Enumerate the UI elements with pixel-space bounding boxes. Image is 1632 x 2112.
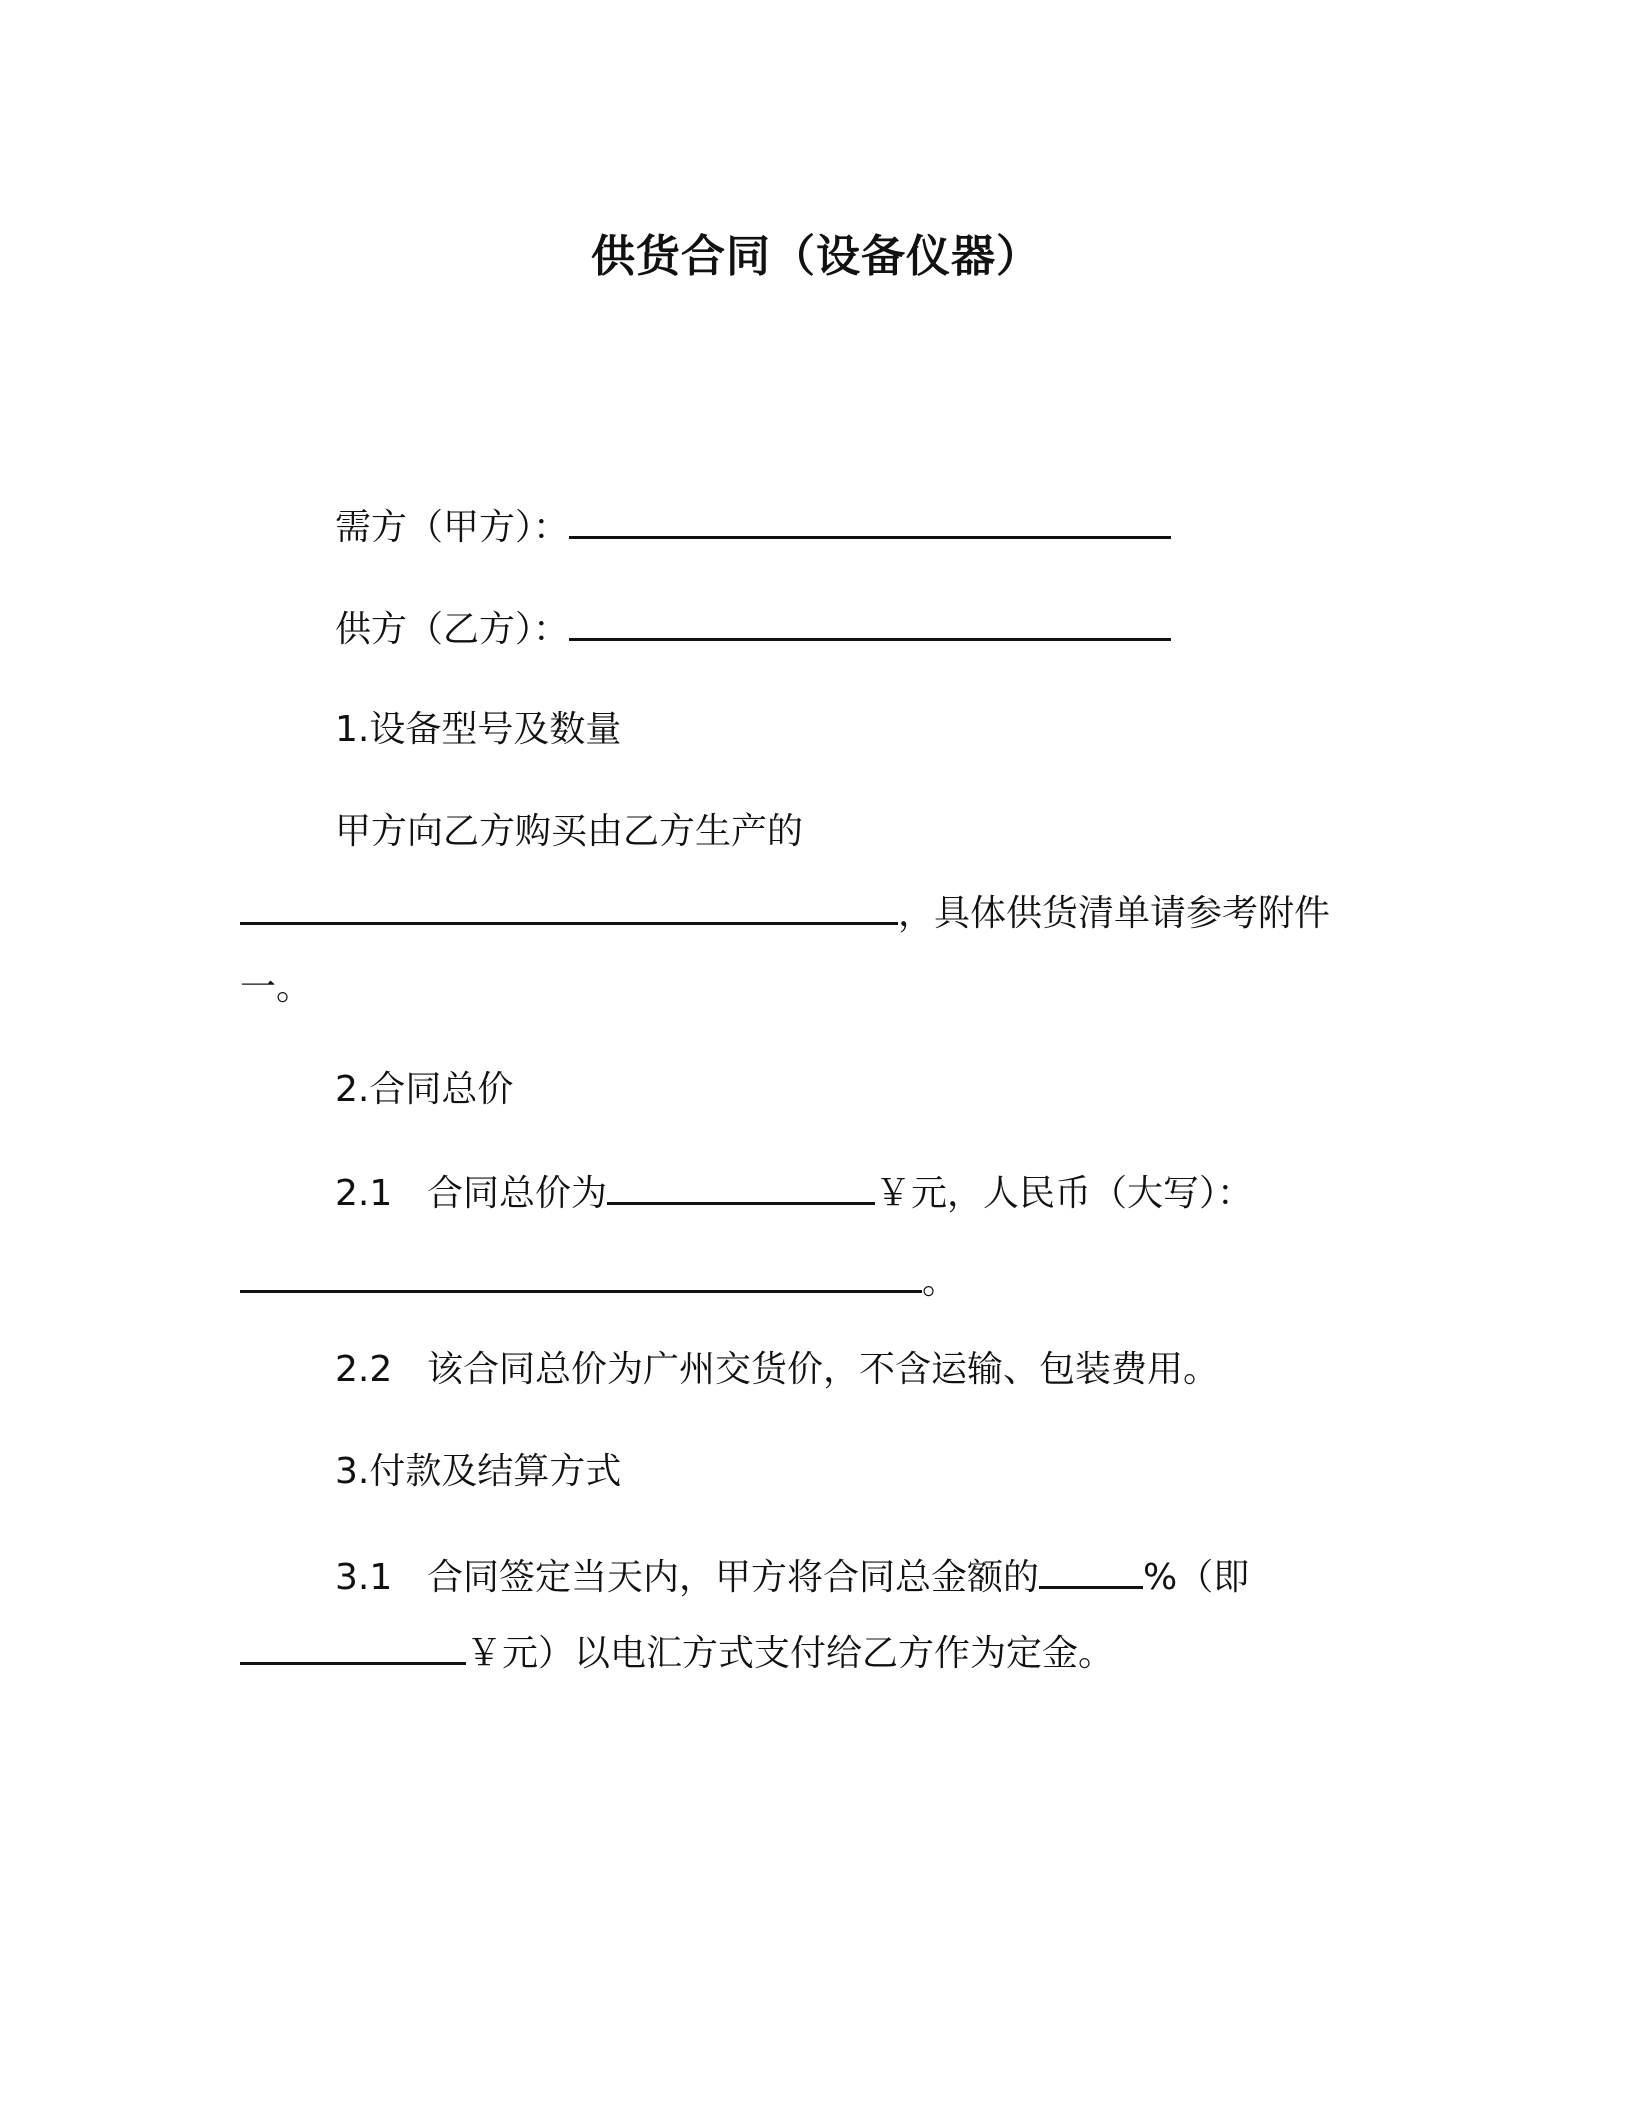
clause-2-1-text-c: 。: [922, 1261, 959, 1302]
section-1-text-a: 甲方向乙方购买由乙方生产的: [335, 811, 804, 852]
clause-3-1-line: [335, 1552, 1249, 1602]
product-blank[interactable]: [240, 888, 898, 925]
clause-2-1-text-b: ￥元，人民币（大写）：: [875, 1173, 1254, 1214]
deposit-amount-blank[interactable]: [240, 1628, 466, 1665]
section-2-heading: 2.合同总价: [335, 1069, 514, 1110]
clause-2-2-line: [335, 1346, 1219, 1394]
clause-3-1-number: 3.1: [335, 1557, 393, 1598]
total-price-blank[interactable]: [607, 1168, 875, 1205]
clause-2-1-line: [335, 1168, 1253, 1218]
section-1-heading: 1.设备型号及数量: [335, 709, 622, 750]
clause-3-1-line-2: [240, 1628, 1114, 1678]
clause-2-1-line-2: [240, 1256, 958, 1306]
clause-3-1-text-a: 合同签定当天内，甲方将合同总金额的: [427, 1557, 1040, 1598]
clause-3-1-text-b: %（即: [1143, 1557, 1250, 1598]
clause-2-2-text: 该合同总价为广州交货价，不含运输、包装费用。: [427, 1349, 1220, 1390]
party-b-label: 供方（乙方）：: [335, 609, 570, 650]
section-1-line-2: [240, 888, 1330, 938]
party-a-label: 需方（甲方）：: [335, 507, 570, 548]
party-b-line: [335, 604, 1171, 654]
document-title: 供货合同（设备仪器）: [591, 231, 1041, 282]
party-b-blank[interactable]: [569, 604, 1171, 641]
section-1-text-c: 一。: [240, 967, 313, 1008]
clause-2-1-text-a: 合同总价为: [427, 1173, 608, 1214]
clause-2-2-number: 2.2: [335, 1349, 393, 1390]
party-a-blank[interactable]: [569, 502, 1171, 539]
party-a-line: [335, 502, 1171, 552]
section-1-text-b: ，具体供货清单请参考附件: [898, 893, 1331, 934]
deposit-percent-blank[interactable]: [1039, 1552, 1143, 1589]
section-3-heading: 3.付款及结算方式: [335, 1451, 622, 1492]
clause-3-1-text-c: ￥元）以电汇方式支付给乙方作为定金。: [466, 1633, 1115, 1674]
total-price-words-blank[interactable]: [240, 1256, 922, 1293]
clause-2-1-number: 2.1: [335, 1173, 393, 1214]
